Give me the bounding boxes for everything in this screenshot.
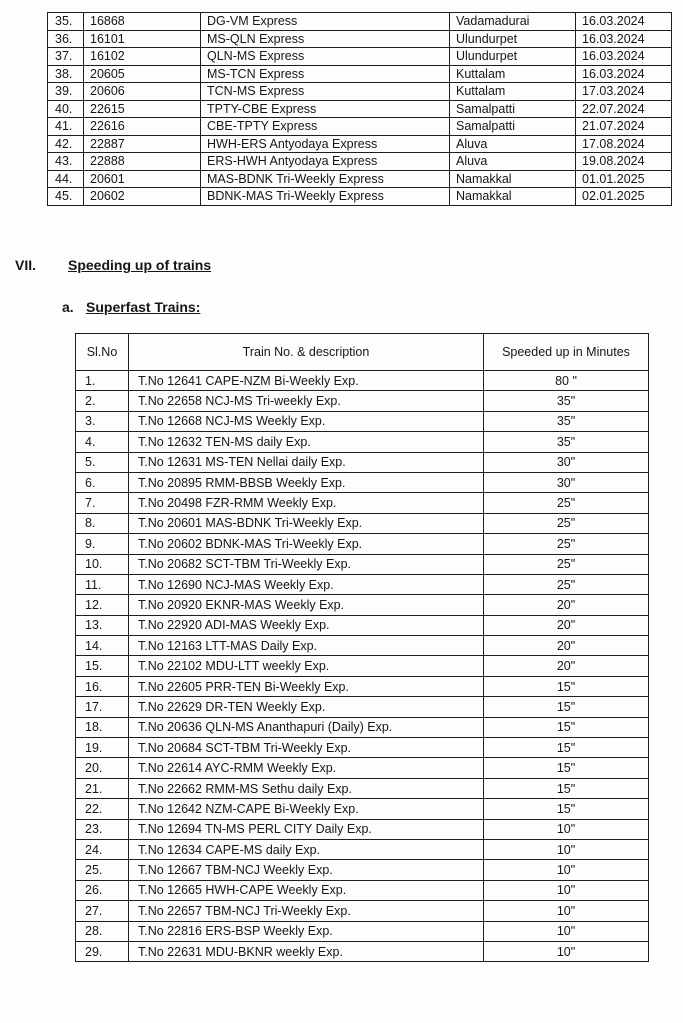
cell-description: T.No 22631 MDU-BKNR weekly Exp. xyxy=(129,941,484,961)
superfast-table-header xyxy=(76,334,649,371)
table-row xyxy=(48,48,672,66)
cell-minutes: 35" xyxy=(484,391,649,411)
cell-description: T.No 12694 TN-MS PERL CITY Daily Exp. xyxy=(129,819,484,839)
cell-description: T.No 22102 MDU-LTT weekly Exp. xyxy=(129,656,484,676)
cell-minutes: 25" xyxy=(484,554,649,574)
table-row xyxy=(76,534,649,554)
cell-serial: 39. xyxy=(48,83,84,101)
cell-minutes: 25" xyxy=(484,574,649,594)
cell-serial: 43. xyxy=(48,153,84,171)
section-numeral: VII. xyxy=(15,257,37,273)
cell-serial: 6. xyxy=(76,472,129,492)
cell-location: Samalpatti xyxy=(450,118,576,136)
cell-location: Kuttalam xyxy=(450,83,576,101)
cell-date: 16.03.2024 xyxy=(576,65,672,83)
cell-serial: 37. xyxy=(48,48,84,66)
cell-serial: 5. xyxy=(76,452,129,472)
cell-serial: 45. xyxy=(48,188,84,206)
cell-description: T.No 12634 CAPE-MS daily Exp. xyxy=(129,839,484,859)
cell-description: T.No 12668 NCJ-MS Weekly Exp. xyxy=(129,411,484,431)
table-row xyxy=(76,472,649,492)
cell-description: ERS-HWH Antyodaya Express xyxy=(201,153,450,171)
table-row xyxy=(76,371,649,391)
cell-description: T.No 22816 ERS-BSP Weekly Exp. xyxy=(129,921,484,941)
cell-train-no: 16102 xyxy=(84,48,201,66)
cell-serial: 19. xyxy=(76,738,129,758)
cell-description: CBE-TPTY Express xyxy=(201,118,450,136)
table-row xyxy=(48,170,672,188)
cell-date: 17.03.2024 xyxy=(576,83,672,101)
cell-description: T.No 20682 SCT-TBM Tri-Weekly Exp. xyxy=(129,554,484,574)
cell-description: T.No 22662 RMM-MS Sethu daily Exp. xyxy=(129,778,484,798)
cell-date: 16.03.2024 xyxy=(576,48,672,66)
cell-serial: 27. xyxy=(76,901,129,921)
cell-train-no: 20602 xyxy=(84,188,201,206)
cell-train-no: 16868 xyxy=(84,13,201,31)
superfast-trains-table xyxy=(75,333,649,962)
cell-description: T.No 22629 DR-TEN Weekly Exp. xyxy=(129,697,484,717)
table-row xyxy=(48,13,672,31)
cell-serial: 12. xyxy=(76,595,129,615)
cell-description: T.No 12690 NCJ-MAS Weekly Exp. xyxy=(129,574,484,594)
table-row xyxy=(76,411,649,431)
cell-train-no: 22615 xyxy=(84,100,201,118)
table-row xyxy=(48,65,672,83)
cell-serial: 35. xyxy=(48,13,84,31)
table-row xyxy=(76,697,649,717)
cell-serial: 1. xyxy=(76,371,129,391)
table-row xyxy=(76,778,649,798)
header-row xyxy=(76,334,649,371)
cell-description: T.No 20602 BDNK-MAS Tri-Weekly Exp. xyxy=(129,534,484,554)
cell-description: TPTY-CBE Express xyxy=(201,100,450,118)
cell-minutes: 10" xyxy=(484,880,649,900)
cell-description: T.No 12665 HWH-CAPE Weekly Exp. xyxy=(129,880,484,900)
cell-serial: 44. xyxy=(48,170,84,188)
cell-train-no: 20605 xyxy=(84,65,201,83)
cell-description: T.No 20920 EKNR-MAS Weekly Exp. xyxy=(129,595,484,615)
cell-minutes: 20" xyxy=(484,595,649,615)
table-row xyxy=(76,432,649,452)
table-row xyxy=(76,493,649,513)
cell-description: T.No 22605 PRR-TEN Bi-Weekly Exp. xyxy=(129,676,484,696)
cell-serial: 9. xyxy=(76,534,129,554)
cell-train-no: 22887 xyxy=(84,135,201,153)
table-row xyxy=(76,595,649,615)
cell-description: MS-QLN Express xyxy=(201,30,450,48)
cell-description: T.No 22658 NCJ-MS Tri-weekly Exp. xyxy=(129,391,484,411)
cell-train-no: 16101 xyxy=(84,30,201,48)
cell-description: DG-VM Express xyxy=(201,13,450,31)
cell-serial: 4. xyxy=(76,432,129,452)
cell-description: T.No 12642 NZM-CAPE Bi-Weekly Exp. xyxy=(129,799,484,819)
cell-serial: 28. xyxy=(76,921,129,941)
cell-description: MS-TCN Express xyxy=(201,65,450,83)
cell-serial: 16. xyxy=(76,676,129,696)
cell-date: 01.01.2025 xyxy=(576,170,672,188)
col-header-train: Train No. & description xyxy=(129,334,484,371)
table-row xyxy=(76,941,649,961)
cell-minutes: 15" xyxy=(484,799,649,819)
table-row xyxy=(48,100,672,118)
cell-serial: 11. xyxy=(76,574,129,594)
cell-description: T.No 20601 MAS-BDNK Tri-Weekly Exp. xyxy=(129,513,484,533)
cell-minutes: 20" xyxy=(484,615,649,635)
cell-minutes: 15" xyxy=(484,778,649,798)
cell-minutes: 80 " xyxy=(484,371,649,391)
cell-serial: 8. xyxy=(76,513,129,533)
cell-minutes: 10" xyxy=(484,839,649,859)
table-row xyxy=(76,391,649,411)
cell-serial: 3. xyxy=(76,411,129,431)
table-row xyxy=(76,901,649,921)
cell-description: T.No 22614 AYC-RMM Weekly Exp. xyxy=(129,758,484,778)
table-row xyxy=(48,118,672,136)
table-row xyxy=(76,615,649,635)
cell-location: Ulundurpet xyxy=(450,30,576,48)
cell-train-no: 22616 xyxy=(84,118,201,136)
cell-minutes: 10" xyxy=(484,819,649,839)
table-row xyxy=(76,758,649,778)
cell-location: Vadamadurai xyxy=(450,13,576,31)
cell-serial: 2. xyxy=(76,391,129,411)
table-row xyxy=(48,135,672,153)
table-row xyxy=(76,574,649,594)
cell-location: Samalpatti xyxy=(450,100,576,118)
table-row xyxy=(48,153,672,171)
table-row xyxy=(76,636,649,656)
table-row xyxy=(76,860,649,880)
cell-date: 19.08.2024 xyxy=(576,153,672,171)
cell-description: MAS-BDNK Tri-Weekly Express xyxy=(201,170,450,188)
table-row xyxy=(76,880,649,900)
cell-minutes: 15" xyxy=(484,738,649,758)
section-heading xyxy=(15,257,211,273)
table-row xyxy=(76,513,649,533)
subsection-title: Superfast Trains: xyxy=(86,299,201,315)
cell-serial: 36. xyxy=(48,30,84,48)
cell-description: T.No 12632 TEN-MS daily Exp. xyxy=(129,432,484,452)
table-row xyxy=(48,83,672,101)
new-trains-table xyxy=(47,12,672,206)
cell-serial: 38. xyxy=(48,65,84,83)
cell-serial: 13. xyxy=(76,615,129,635)
cell-description: BDNK-MAS Tri-Weekly Express xyxy=(201,188,450,206)
cell-serial: 23. xyxy=(76,819,129,839)
cell-serial: 18. xyxy=(76,717,129,737)
cell-serial: 25. xyxy=(76,860,129,880)
table-row xyxy=(76,921,649,941)
cell-description: T.No 12641 CAPE-NZM Bi-Weekly Exp. xyxy=(129,371,484,391)
table-row xyxy=(76,656,649,676)
cell-location: Kuttalam xyxy=(450,65,576,83)
cell-minutes: 10" xyxy=(484,921,649,941)
cell-serial: 26. xyxy=(76,880,129,900)
cell-serial: 24. xyxy=(76,839,129,859)
cell-description: T.No 12163 LTT-MAS Daily Exp. xyxy=(129,636,484,656)
subsection-letter: a. xyxy=(62,299,74,315)
cell-minutes: 10" xyxy=(484,941,649,961)
cell-serial: 41. xyxy=(48,118,84,136)
cell-location: Ulundurpet xyxy=(450,48,576,66)
cell-description: QLN-MS Express xyxy=(201,48,450,66)
table-row xyxy=(76,839,649,859)
table-row xyxy=(76,554,649,574)
cell-minutes: 25" xyxy=(484,513,649,533)
col-header-slno: Sl.No xyxy=(76,334,129,371)
cell-minutes: 20" xyxy=(484,656,649,676)
cell-serial: 29. xyxy=(76,941,129,961)
cell-serial: 10. xyxy=(76,554,129,574)
cell-minutes: 10" xyxy=(484,860,649,880)
cell-minutes: 20" xyxy=(484,636,649,656)
cell-location: Namakkal xyxy=(450,170,576,188)
table-row xyxy=(76,452,649,472)
subsection-heading xyxy=(62,299,200,315)
cell-serial: 7. xyxy=(76,493,129,513)
cell-date: 21.07.2024 xyxy=(576,118,672,136)
cell-train-no: 20601 xyxy=(84,170,201,188)
new-trains-table-body xyxy=(48,13,672,206)
cell-description: T.No 20636 QLN-MS Ananthapuri (Daily) Exp. xyxy=(129,717,484,737)
cell-serial: 40. xyxy=(48,100,84,118)
cell-serial: 14. xyxy=(76,636,129,656)
section-title: Speeding up of trains xyxy=(68,257,212,273)
cell-serial: 21. xyxy=(76,778,129,798)
cell-date: 02.01.2025 xyxy=(576,188,672,206)
cell-minutes: 35" xyxy=(484,432,649,452)
cell-description: T.No 20684 SCT-TBM Tri-Weekly Exp. xyxy=(129,738,484,758)
cell-description: T.No 20498 FZR-RMM Weekly Exp. xyxy=(129,493,484,513)
cell-date: 16.03.2024 xyxy=(576,13,672,31)
cell-serial: 20. xyxy=(76,758,129,778)
table-row xyxy=(48,188,672,206)
table-row xyxy=(76,676,649,696)
cell-minutes: 30" xyxy=(484,472,649,492)
cell-date: 22.07.2024 xyxy=(576,100,672,118)
cell-train-no: 20606 xyxy=(84,83,201,101)
cell-location: Aluva xyxy=(450,153,576,171)
cell-minutes: 25" xyxy=(484,493,649,513)
table-row xyxy=(76,717,649,737)
cell-minutes: 15" xyxy=(484,676,649,696)
cell-description: T.No 20895 RMM-BBSB Weekly Exp. xyxy=(129,472,484,492)
cell-minutes: 15" xyxy=(484,717,649,737)
cell-train-no: 22888 xyxy=(84,153,201,171)
superfast-table-body xyxy=(76,371,649,962)
cell-minutes: 30" xyxy=(484,452,649,472)
cell-serial: 15. xyxy=(76,656,129,676)
cell-date: 17.08.2024 xyxy=(576,135,672,153)
cell-description: T.No 12631 MS-TEN Nellai daily Exp. xyxy=(129,452,484,472)
table-row xyxy=(76,799,649,819)
table-row xyxy=(76,819,649,839)
table-row xyxy=(48,30,672,48)
cell-minutes: 25" xyxy=(484,534,649,554)
cell-minutes: 35" xyxy=(484,411,649,431)
table-row xyxy=(76,738,649,758)
cell-description: HWH-ERS Antyodaya Express xyxy=(201,135,450,153)
cell-serial: 42. xyxy=(48,135,84,153)
cell-minutes: 15" xyxy=(484,697,649,717)
cell-location: Namakkal xyxy=(450,188,576,206)
cell-serial: 22. xyxy=(76,799,129,819)
cell-description: T.No 22657 TBM-NCJ Tri-Weekly Exp. xyxy=(129,901,484,921)
col-header-minutes: Speeded up in Minutes xyxy=(484,334,649,371)
cell-minutes: 10" xyxy=(484,901,649,921)
cell-description: T.No 22920 ADI-MAS Weekly Exp. xyxy=(129,615,484,635)
cell-date: 16.03.2024 xyxy=(576,30,672,48)
cell-description: T.No 12667 TBM-NCJ Weekly Exp. xyxy=(129,860,484,880)
cell-minutes: 15" xyxy=(484,758,649,778)
cell-location: Aluva xyxy=(450,135,576,153)
cell-serial: 17. xyxy=(76,697,129,717)
cell-description: TCN-MS Express xyxy=(201,83,450,101)
